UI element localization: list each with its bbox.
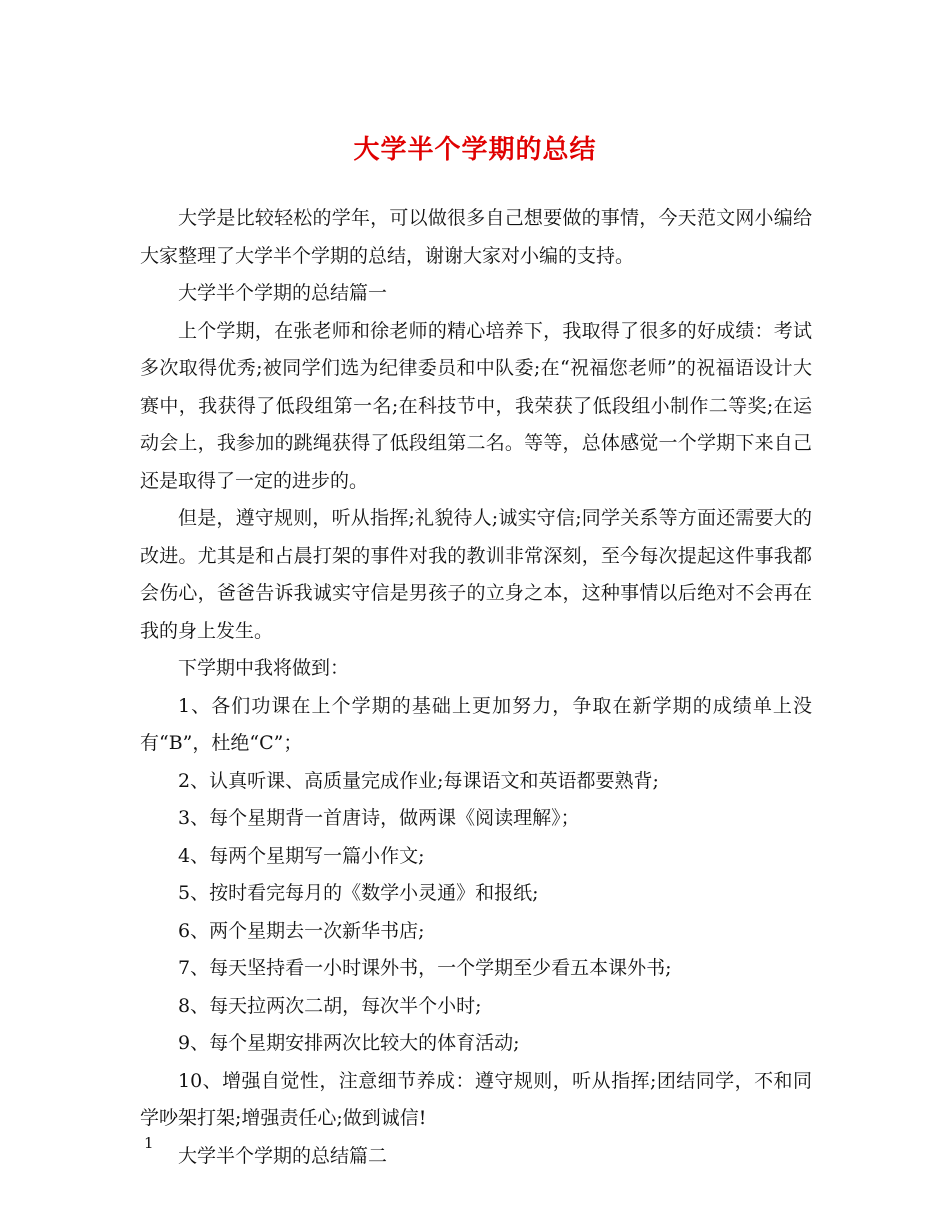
- plan-item-3: 3、每个星期背一首唐诗，做两课《阅读理解》；: [178, 807, 580, 829]
- plan-item-9: 9、每个星期安排两次比较大的体育活动;: [178, 1032, 520, 1054]
- section-heading-part-two: 大学半个学期的总结篇二: [178, 1144, 388, 1167]
- plan-item-10: 10、增强自觉性，注意细节养成：遵守规则，听从指挥;团结同学，不和同学吵架打架;增强责任心;做到诚信!: [140, 1069, 812, 1129]
- plan-item-4: 4、每两个星期写一篇小作文;: [178, 844, 425, 867]
- document-title: 大学半个学期的总结: [353, 135, 597, 165]
- achievements-paragraph: 上个学期，在张老师和徐老师的精心培养下，我取得了很多的好成绩：考试多次取得优秀;被同学们选为纪律委员和中队委;在“祝福您老师”的祝福语设计大赛中，我获得了低段组第一名;在科技节中，我荣获了低段组小制作二等奖;在运动会上，我参加的跳绳获得了低段组第二名。等等，总体感觉一个学期下来自己还是取得了一定的进步的。: [140, 319, 812, 492]
- plan-item-1: 1、各们功课在上个学期的基础上更加努力，争取在新学期的成绩单上没有“B”，杜绝“C”；: [140, 694, 812, 754]
- document-body: [140, 200, 812, 1175]
- plan-item-6: 6、两个星期去一次新华书店;: [178, 919, 425, 942]
- plan-intro-paragraph: 下学期中我将做到：: [178, 657, 350, 679]
- plan-item-7: 7、每天坚持看一小时课外书，一个学期至少看五本课外书;: [178, 957, 672, 979]
- plan-item-5: 5、按时看完每月的《数学小灵通》和报纸;: [178, 882, 539, 904]
- improvements-paragraph: 但是，遵守规则，听从指挥;礼貌待人;诚实守信;同学关系等方面还需要大的改进。尤其是和占晨打架的事件对我的教训非常深刻，至今每次提起这件事我都会伤心，爸爸告诉我诚实守信是男孩子的立身之本，这种事情以后绝对不会再在我的身上发生。: [140, 507, 812, 642]
- page-number: 1: [144, 1134, 154, 1152]
- plan-item-2: 2、认真听课、高质量完成作业;每课语文和英语都要熟背;: [178, 769, 659, 792]
- intro-paragraph: 大学是比较轻松的学年，可以做很多自己想要做的事情，今天范文网小编给大家整理了大学半个学期的总结，谢谢大家对小编的支持。: [140, 207, 812, 267]
- plan-item-8: 8、每天拉两次二胡，每次半个小时;: [178, 994, 482, 1017]
- section-heading-part-one: 大学半个学期的总结篇一: [178, 282, 388, 304]
